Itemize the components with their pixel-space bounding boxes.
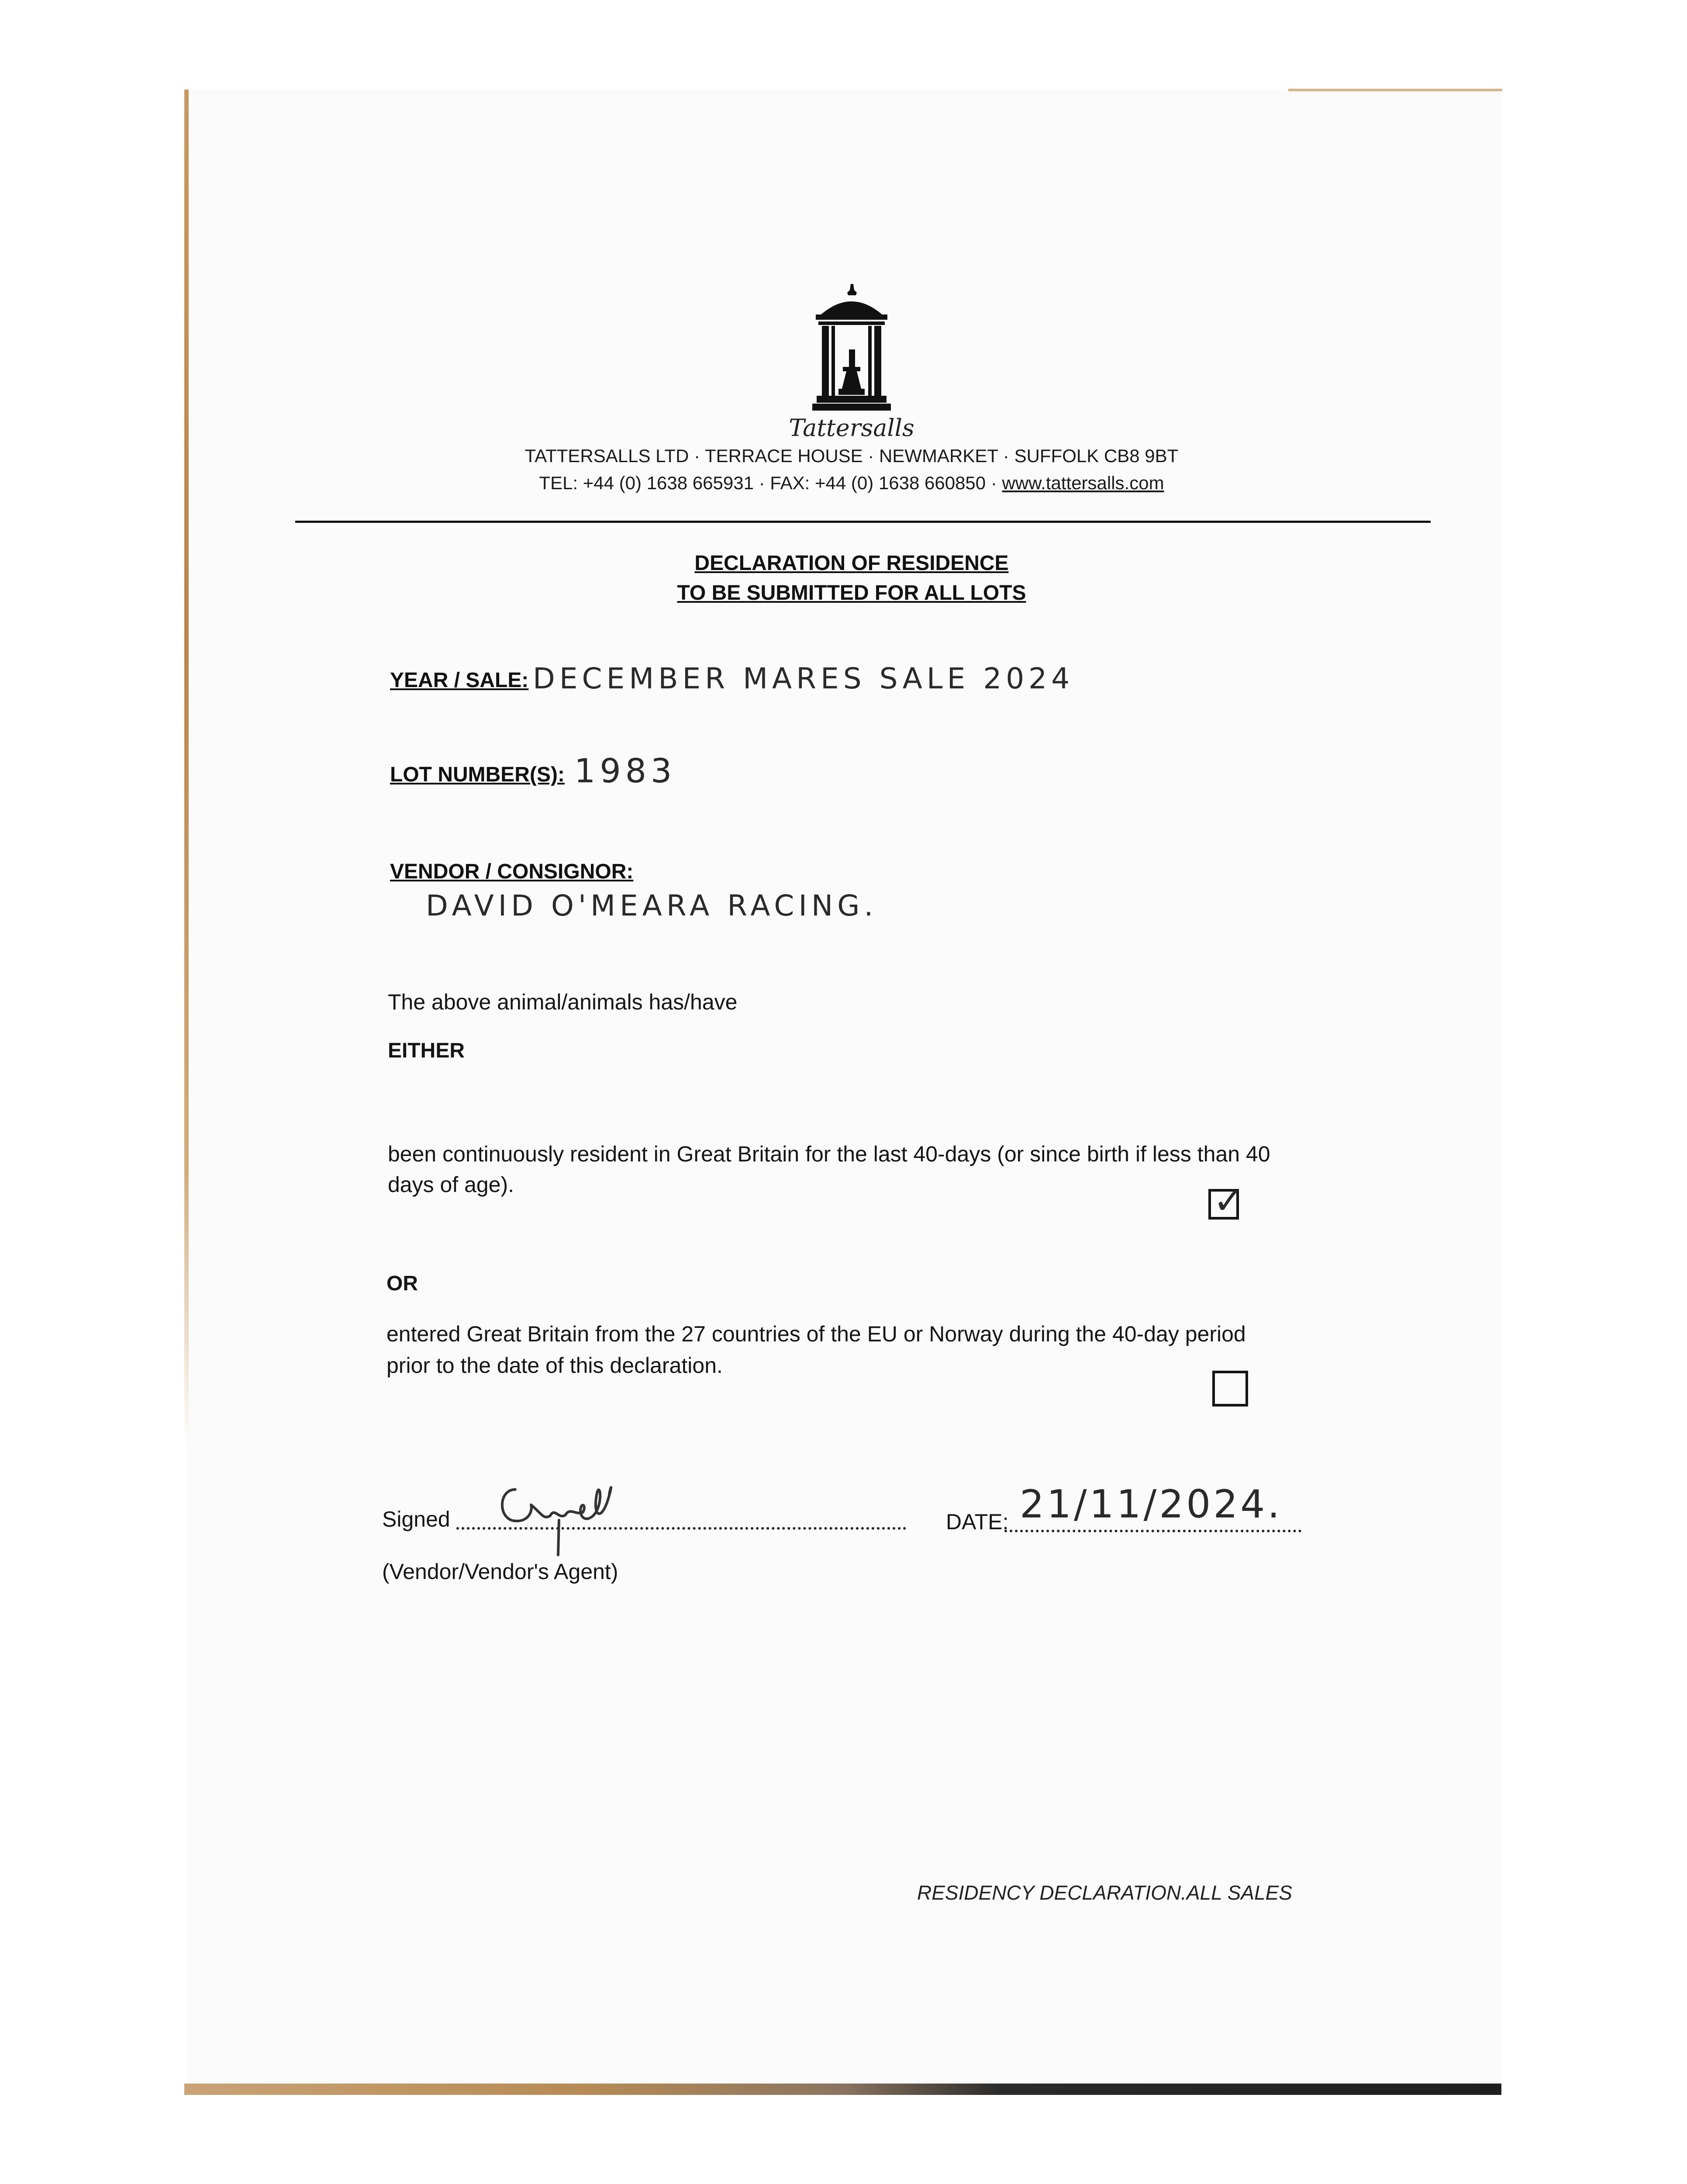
signature-scribble[interactable]: [489, 1472, 629, 1559]
year-sale-label: YEAR / SALE:: [390, 669, 529, 692]
option1-text-line1: been continuously resident in Great Britain for the last 40-days (or since birth if less than 40: [388, 1142, 1270, 1166]
form-reference: RESIDENCY DECLARATION.ALL SALES: [917, 1881, 1292, 1904]
option2-text-line2: prior to the date of this declaration.: [386, 1353, 723, 1378]
option2-text-line1: entered Great Britain from the 27 countries of the EU or Norway during the 40-day period: [386, 1322, 1246, 1346]
vendor-value[interactable]: DAVID O'MEARA RACING.: [426, 889, 878, 923]
date-label: DATE:: [946, 1510, 1009, 1534]
tattersalls-rotunda-logo: [812, 284, 891, 411]
website-link[interactable]: www.tattersalls.com: [1002, 473, 1164, 493]
phone-fax: TEL: +44 (0) 1638 665931 · FAX: +44 (0) 1638 660850 ·: [539, 473, 1002, 493]
date-value[interactable]: 21/11/2024.: [1020, 1482, 1283, 1527]
company-address: TATTERSALLS LTD · TERRACE HOUSE · NEWMARKET · SUFFOLK CB8 9BT: [524, 446, 1179, 466]
intro-text: The above animal/animals has/have: [388, 990, 738, 1014]
contact-line: [393, 473, 1310, 494]
option1-text-line2: days of age).: [388, 1172, 514, 1197]
signed-role: (Vendor/Vendor's Agent): [382, 1559, 618, 1584]
date-line: [1004, 1530, 1301, 1532]
paper-edge-left: [184, 90, 189, 1444]
lot-number-label: LOT NUMBER(S):: [390, 763, 565, 786]
form-title: DECLARATION OF RESIDENCE: [694, 552, 1009, 575]
option2-checkbox[interactable]: [1212, 1371, 1248, 1406]
form-subtitle: TO BE SUBMITTED FOR ALL LOTS: [677, 581, 1026, 605]
year-sale-value[interactable]: DECEMBER MARES SALE 2024: [533, 662, 1074, 695]
signed-label: Signed: [382, 1507, 450, 1531]
brand-name: Tattersalls: [789, 414, 914, 442]
option1-tick-mark: ✓: [1213, 1179, 1244, 1222]
vendor-label: VENDOR / CONSIGNOR:: [390, 860, 634, 883]
or-label: OR: [386, 1272, 418, 1295]
paper-edge-bottom: [184, 2084, 1501, 2095]
header-divider: [295, 521, 1431, 523]
paper-edge-top: [1288, 89, 1502, 91]
either-label: EITHER: [388, 1039, 465, 1062]
lot-number-value[interactable]: 1983: [574, 751, 676, 790]
